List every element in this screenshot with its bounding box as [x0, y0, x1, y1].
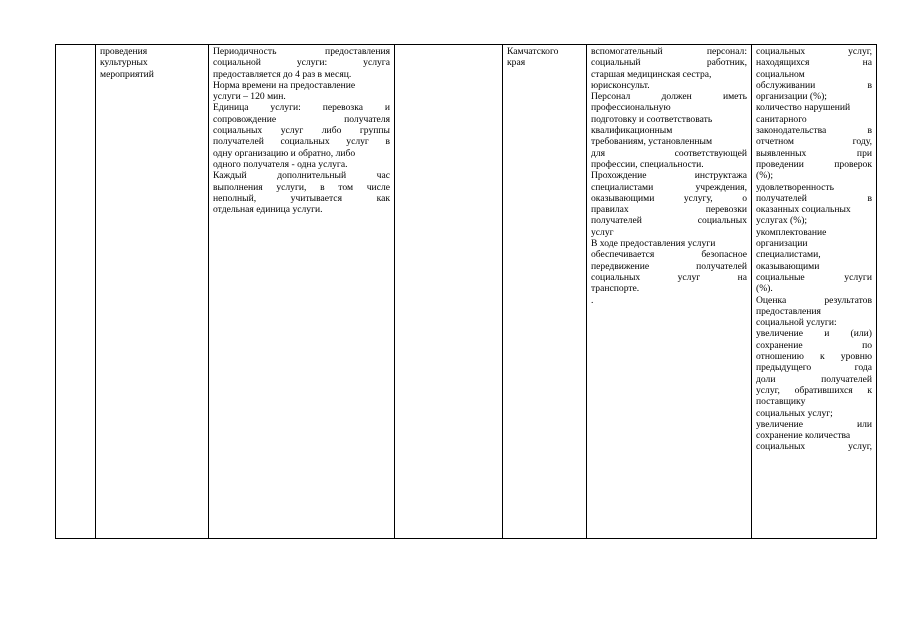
text-line: услуги – 120 мин.: [213, 91, 286, 103]
text-line: подготовку и соответствовать: [591, 113, 713, 125]
text-line: проведении проверок: [756, 158, 872, 170]
text-line: сохранение по: [756, 339, 872, 351]
text-line: отдельная единица услуги.: [213, 204, 323, 216]
text-line: профессиональную: [591, 102, 671, 114]
text-line: мероприятий: [100, 68, 154, 80]
text-line: предоставляется до 4 раз в месяц.: [213, 68, 352, 80]
text-line: юрисконсульт.: [591, 79, 650, 91]
text-line: увеличение или: [756, 418, 872, 430]
table-row: [56, 45, 877, 539]
text-line: Единица услуги: перевозка и: [213, 102, 390, 114]
text-line: обслуживании в: [756, 79, 872, 91]
text-line: получателей социальных: [591, 215, 747, 227]
text-line: Оценка результатов: [756, 294, 872, 306]
text-line: социальных услуг;: [756, 407, 833, 419]
text-line: выполнения услуги, в том числе: [213, 181, 390, 193]
cell-number: [56, 45, 96, 539]
text-line: .: [591, 294, 594, 306]
cell-region: [503, 45, 587, 539]
text-line: сопровождение получателя: [213, 113, 390, 125]
text-line: специалистами учреждения,: [591, 181, 747, 193]
text-line: Камчатского: [507, 46, 559, 57]
text-line: одного получателя - одна услуга.: [213, 158, 348, 170]
text-line: увеличение и (или): [756, 328, 872, 340]
text-line: количество нарушений: [756, 102, 851, 114]
text-line: социальной услуги:: [756, 317, 837, 329]
text-line: передвижение получателей: [591, 260, 747, 272]
text-line: доли получателей: [756, 373, 872, 385]
text-line: края: [507, 57, 526, 69]
text-line: (%);: [756, 170, 774, 182]
text-line: отчетном году,: [756, 136, 872, 148]
text-line: выявленных при: [756, 147, 872, 159]
text-line: оказывающими: [756, 260, 820, 272]
text-line: Персонал должен иметь: [591, 91, 747, 103]
text-line: законодательства в: [756, 125, 872, 137]
cell-service-description: [209, 45, 395, 539]
text-line: требованиям, установленным: [591, 136, 713, 148]
text-line: социальных услуг либо группы: [213, 125, 390, 137]
cell-service-name: [96, 45, 209, 539]
text-line: Норма времени на предоставление: [213, 79, 356, 91]
text-line: социальных услуг на: [591, 271, 747, 283]
services-table: [55, 44, 877, 539]
text-line: культурных: [100, 57, 148, 69]
text-line: санитарного: [756, 113, 807, 125]
text-line: транспорте.: [591, 283, 640, 295]
text-line: предоставления: [756, 305, 821, 317]
cell-empty: [395, 45, 503, 539]
text-line: профессии, специальности.: [591, 158, 704, 170]
text-line: социальный работник,: [591, 57, 747, 69]
text-line: одну организацию и обратно, либо: [213, 147, 356, 159]
text-line: социальных услуг,: [756, 441, 872, 453]
text-line: проведения: [100, 46, 148, 57]
text-line: услуг: [591, 226, 614, 238]
text-line: социальной услуги: услуга: [213, 57, 390, 69]
text-line: для соответствующей: [591, 147, 747, 159]
text-line: получателей в: [756, 192, 872, 204]
text-line: поставщику: [756, 396, 806, 408]
text-line: предыдущего года: [756, 362, 872, 374]
text-line: оказывающими услугу, о: [591, 192, 747, 204]
text-line: услугах (%);: [756, 215, 808, 227]
text-line: организации (%);: [756, 91, 827, 103]
text-line: удовлетворенность: [756, 181, 834, 193]
text-line: (%).: [756, 283, 773, 295]
text-line: обеспечивается безопасное: [591, 249, 747, 261]
text-line: правилах перевозки: [591, 204, 747, 216]
text-line: Каждый дополнительный час: [213, 170, 390, 182]
text-line: специалистами,: [756, 249, 821, 261]
text-line: социальные услуги: [756, 271, 872, 283]
text-line: вспомогательный персонал:: [591, 46, 747, 57]
text-line: отношению к уровню: [756, 351, 872, 363]
text-line: сохранение количества: [756, 430, 851, 442]
text-line: социальном: [756, 68, 805, 80]
cell-staff-requirements: [587, 45, 752, 539]
text-line: укомплектование: [756, 226, 827, 238]
text-line: услуг, обратившихся к: [756, 384, 872, 396]
text-line: Периодичность предоставления: [213, 46, 390, 57]
cell-quality-indicators: [752, 45, 877, 539]
text-line: В ходе предоставления услуги: [591, 238, 716, 250]
text-line: неполный, учитывается как: [213, 192, 390, 204]
text-line: оказанных социальных: [756, 204, 851, 216]
text-line: социальных услуг,: [756, 46, 872, 57]
text-line: квалификационным: [591, 125, 673, 137]
text-line: получателей социальных услуг в: [213, 136, 390, 148]
text-line: Прохождение инструктажа: [591, 170, 747, 182]
text-line: находящихся на: [756, 57, 872, 69]
text-line: организации: [756, 238, 808, 250]
text-line: старшая медицинская сестра,: [591, 68, 712, 80]
